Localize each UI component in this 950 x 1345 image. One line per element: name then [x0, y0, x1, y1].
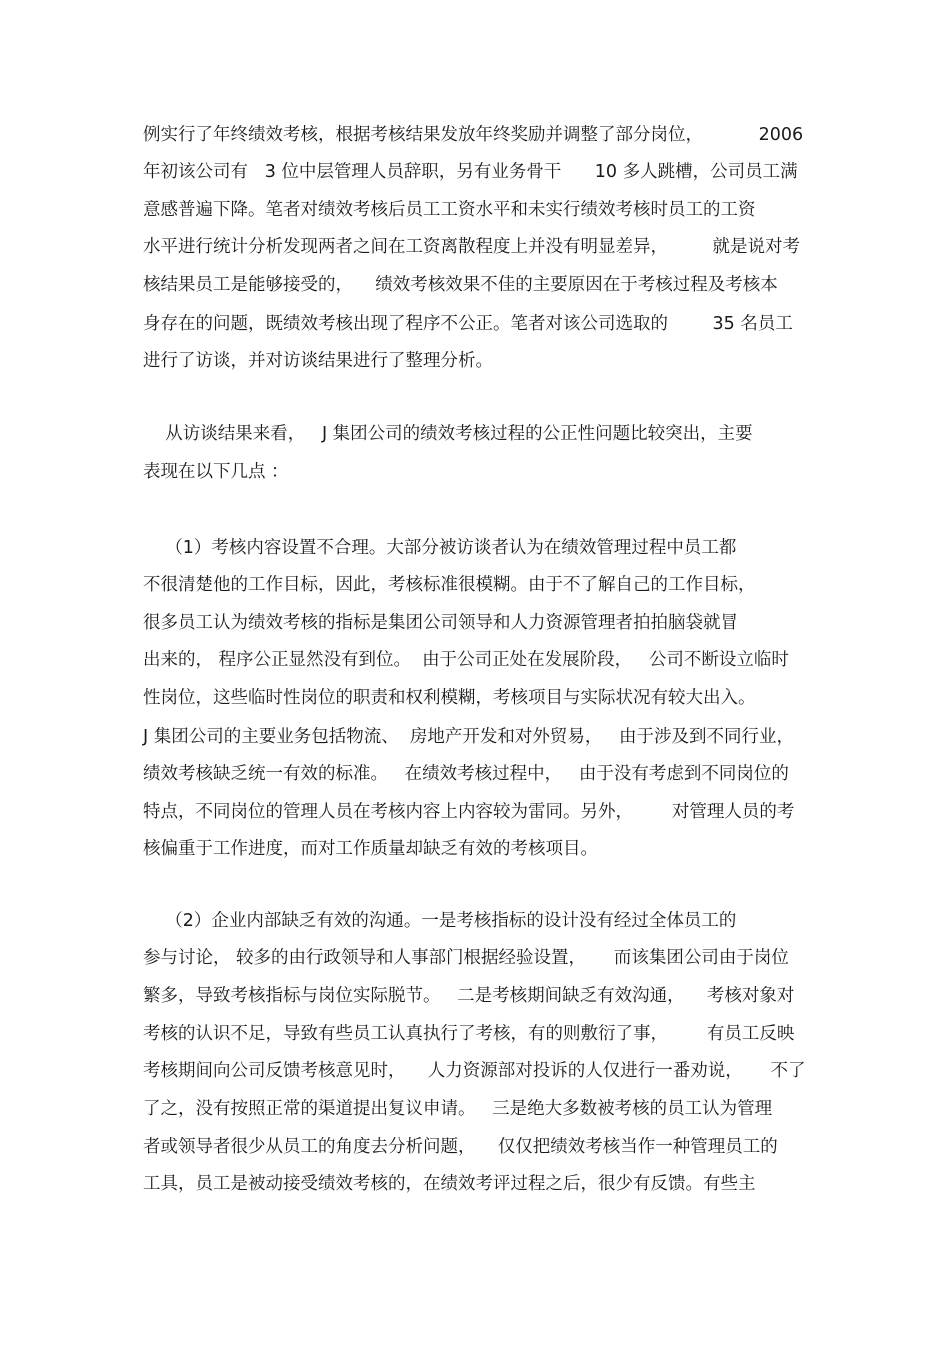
text-line: 性岗位，这些临时性岗位的职责和权利模糊，考核项目与实际状况有较大出入。 — [143, 688, 756, 708]
text-line: 参与讨论， 较多的由行政领导和人事部门根据经验设置， 而该集团公司由于岗位 — [143, 948, 789, 968]
text-line: 核偏重于工作进度，而对工作质量却缺乏有效的考核项目。 — [143, 839, 598, 859]
text-line: 繁多，导致考核指标与岗位实际脱节。 二是考核期间缺乏有效沟通， 考核对象对 — [143, 986, 795, 1006]
text-line: 者或领导者很少从员工的角度去分析问题， 仅仅把绩效考核当作一种管理员工的 — [143, 1137, 778, 1157]
text-line: 年初该公司有 3 位中层管理人员辞职，另有业务骨干 10 多人跳槽，公司员工满 — [143, 162, 798, 182]
text-line: 很多员工认为绩效考核的指标是集团公司领导和人力资源管理者拍拍脑袋就冒 — [143, 613, 738, 633]
text-line: 例实行了年终绩效考核，根据考核结果发放年终奖励并调整了部分岗位， 2006 — [143, 125, 804, 145]
text-line: 绩效考核缺乏统一有效的标准。 在绩效考核过程中， 由于没有考虑到不同岗位的 — [143, 764, 789, 784]
text-line: （2）企业内部缺乏有效的沟通。一是考核指标的设计没有经过全体员工的 — [143, 911, 737, 931]
text-line: 了之，没有按照正常的渠道提出复议申请。 三是绝大多数被考核的员工认为管理 — [143, 1099, 773, 1119]
text-line: 出来的， 程序公正显然没有到位。 由于公司正处在发展阶段， 公司不断设立临时 — [143, 650, 789, 670]
text-line: 特点，不同岗位的管理人员在考核内容上内容较为雷同。另外， 对管理人员的考 — [143, 802, 795, 822]
text-line: 身存在的问题，既绩效考核出现了程序不公正。笔者对该公司选取的 35 名员工 — [143, 314, 793, 334]
text-line: 核结果员工是能够接受的， 绩效考核效果不佳的主要原因在于考核过程及考核本 — [143, 275, 778, 295]
text-line: J 集团公司的主要业务包括物流、 房地产开发和对外贸易， 由于涉及到不同行业， — [143, 727, 795, 747]
text-line: 考核期间向公司反馈考核意见时， 人力资源部对投诉的人仅进行一番劝说， 不了 — [143, 1061, 806, 1081]
text-line: 表现在以下几点 ： — [143, 462, 289, 482]
text-line: 考核的认识不足，导致有些员工认真执行了考核，有的则敷衍了事， 有员工反映 — [143, 1024, 795, 1044]
text-line: 水平进行统计分析发现两者之间在工资离散程度上并没有明显差异， 就是说对考 — [143, 237, 800, 257]
text-line: 不很清楚他的工作目标，因此，考核标准很模糊。由于不了解自己的工作目标， — [143, 575, 756, 595]
text-line: 意感普遍下降。笔者对绩效考核后员工工资水平和未实行绩效考核时员工的工资 — [143, 200, 756, 220]
text-line: 从访谈结果来看， J 集团公司的绩效考核过程的公正性问题比较突出，主要 — [143, 424, 753, 444]
text-line: 工具，员工是被动接受绩效考核的，在绩效考评过程之后，很少有反馈。有些主 — [143, 1174, 756, 1194]
text-line: （1）考核内容设置不合理。大部分被访谈者认为在绩效管理过程中员工都 — [143, 538, 737, 558]
text-line: 进行了访谈，并对访谈结果进行了整理分析。 — [143, 351, 493, 371]
